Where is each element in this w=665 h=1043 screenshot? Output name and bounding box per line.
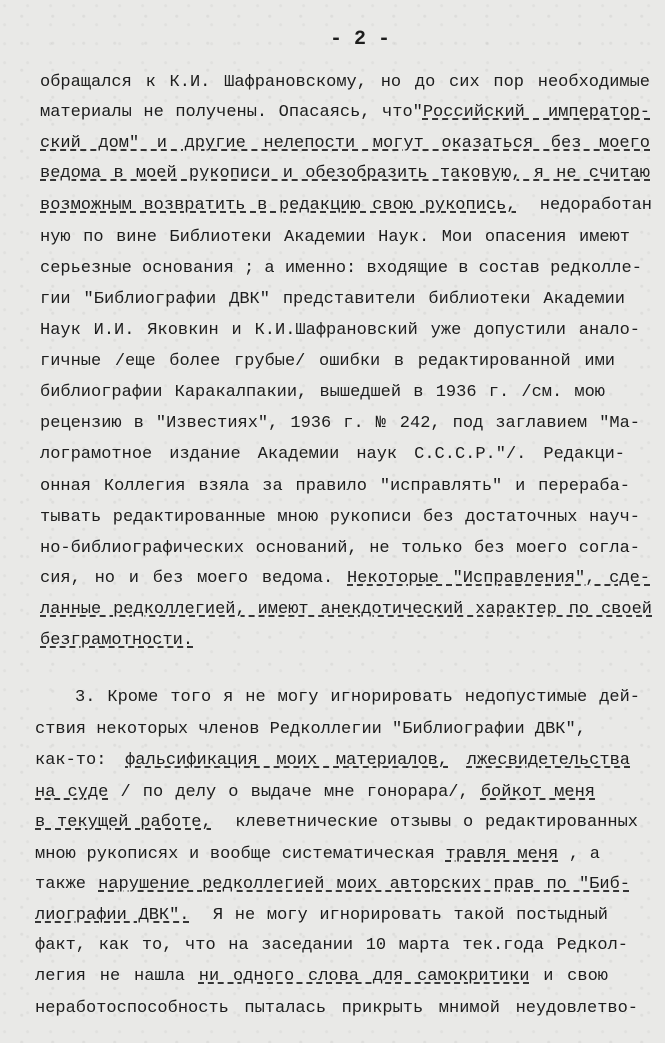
underlined-text: ский дом" и другие нелепости могут оказаться без моего: [40, 134, 650, 153]
text-line: [75, 687, 640, 709]
text-segment: обращался к К.И. Шафрановскому, но до сих пор необходимые: [40, 73, 650, 92]
text-segment: тывать редактированные мною рукописи без достаточных науч-: [40, 508, 640, 527]
text-segment: ную по вине Библиотеки Академии Наук. Мои опасения имеют: [40, 228, 630, 247]
text-segment: факт, как то, что на заседании 10 марта тек.года Редкол-: [35, 936, 628, 955]
text-segment: гичные /еще более грубые/ ошибки в редактированной ими: [40, 352, 615, 371]
text-line: [40, 630, 193, 652]
underlined-text: в текущей работе,: [35, 813, 212, 832]
text-segment: но-библиографических оснований, не только без моего согла-: [40, 539, 640, 558]
text-segment: Я не могу игнорировать такой постыдный: [189, 906, 608, 925]
text-segment: клеветнические отзывы о редактированных: [211, 813, 638, 832]
underlined-text: возможным возвратить в редакцию свою рукопись,: [40, 196, 517, 215]
text-segment: лограмотное издание Академии наук С.С.С.Р."/. Редакци-: [40, 445, 625, 464]
text-line: [40, 133, 650, 155]
text-line: [40, 382, 605, 404]
text-line: [40, 258, 640, 280]
text-segment: гии "Библиографии ДВК" представители библиотеки Академии: [40, 290, 625, 309]
underlined-text: ланные редколлегией, имеют анекдотический характер по своей: [40, 600, 652, 619]
underlined-text: ни одного слова для самокритики: [198, 967, 530, 986]
underlined-text: Некоторые "Исправления", сде-: [347, 569, 650, 588]
underlined-text: лиографии ДВК".: [35, 906, 190, 925]
text-segment: как-то:: [35, 751, 126, 770]
text-line: [35, 935, 628, 957]
text-line: [40, 102, 650, 124]
text-segment: Наук И.И. Яковкин и К.И.Шафрановский уже допустили анало-: [40, 321, 640, 340]
text-line: [35, 874, 630, 896]
text-line: [40, 195, 652, 217]
text-segment: серьезные основания ; а именно: входящие в состав редколле-: [40, 259, 642, 278]
text-line: [35, 998, 638, 1020]
text-segment: 3. Кроме того я не могу игнорировать недопустимые дей-: [75, 688, 640, 707]
underlined-text: бойкот меня: [480, 783, 595, 802]
text-segment: / по делу о выдаче мне гонорара/,: [108, 783, 481, 802]
text-line: [40, 72, 650, 94]
text-segment: , а: [558, 845, 600, 864]
text-line: [35, 812, 638, 834]
text-line: [40, 289, 625, 311]
underlined-text: нарушение редколлегией моих авторских прав по "Биб-: [98, 875, 630, 894]
text-line: [40, 227, 630, 249]
text-line: [40, 476, 630, 498]
text-segment: материалы не получены. Опасаясь, что": [40, 103, 423, 122]
text-line: [35, 844, 600, 866]
text-line: [40, 444, 625, 466]
page-number: - 2 -: [330, 28, 391, 51]
text-line: [40, 599, 652, 621]
text-segment: сия, но и без моего ведома.: [40, 569, 348, 588]
text-line: [40, 320, 640, 342]
text-line: [35, 905, 608, 927]
text-line: [40, 413, 640, 435]
text-line: [40, 163, 650, 185]
text-line: [35, 966, 608, 988]
text-segment: легия не нашла: [35, 967, 199, 986]
text-line: [35, 782, 595, 804]
text-segment: мною рукописях и вообще систематическая: [35, 845, 446, 864]
text-segment: библиографии Каракалпакии, вышедшей в 1936 г. /см. мою: [40, 383, 605, 402]
text-line: [40, 538, 640, 560]
text-segment: недоработан: [516, 196, 653, 215]
underlined-text: лжесвидетельства: [466, 751, 630, 770]
text-segment: ствия некоторых членов Редколлегии "Библиографии ДВК",: [35, 720, 586, 739]
text-line: [40, 568, 650, 590]
text-segment: и свою: [529, 967, 608, 986]
underlined-text: безграмотности.: [40, 631, 194, 650]
text-segment: неработоспособность пыталась прикрыть мнимой неудовлетво-: [35, 999, 638, 1018]
text-line: [35, 719, 585, 741]
text-line: [40, 351, 615, 373]
text-segment: рецензию в "Известиях", 1936 г. № 242, под заглавием "Ма-: [40, 414, 640, 433]
underlined-text: травля меня: [445, 845, 559, 864]
underlined-text: Российский император-: [422, 103, 650, 122]
underlined-text: ведома в моей рукописи и обезобразить таковую, я не считаю: [40, 164, 650, 183]
underlined-text: фальсификация моих материалов,: [125, 751, 449, 770]
text-segment: онная Коллегия взяла за правило "исправлять" и перераба-: [40, 477, 630, 496]
text-line: [40, 507, 640, 529]
underlined-text: на суде: [35, 783, 109, 802]
text-line: [35, 750, 630, 772]
text-segment: также: [35, 875, 99, 894]
text-segment: [448, 751, 467, 770]
